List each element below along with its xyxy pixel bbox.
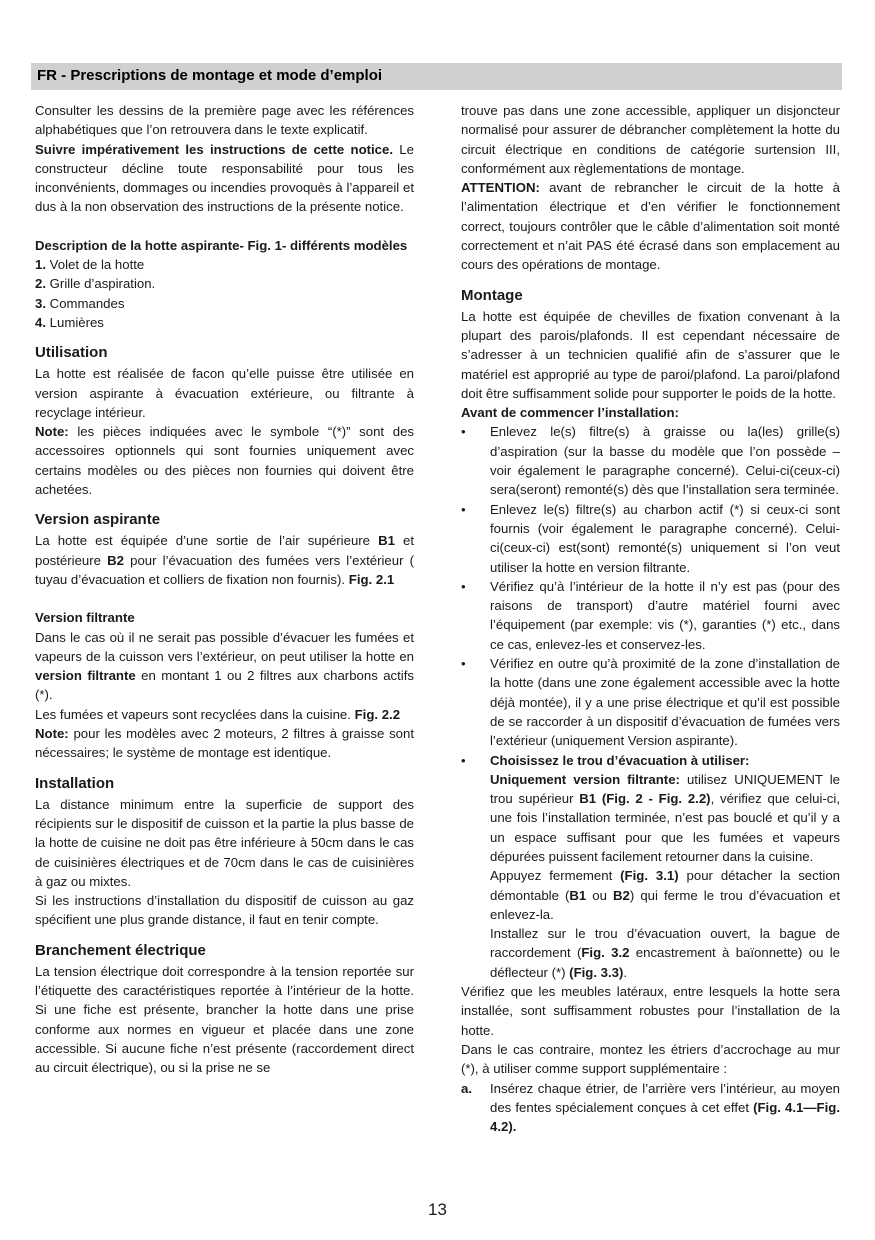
verifiez-text: Vérifiez que les meubles latéraux, entre lesquels la hotte sera installée, sont suffisamment robustes pour l’installation de la hotte. [461,984,840,1038]
appuyez-paragraph [490,866,840,924]
fig-ref: Fig. 2.2 [354,706,401,722]
list-item [461,751,840,983]
contraire-text: Dans le cas contraire, montez les étriers d’accrochage au mur (*), à utiliser comme support supplémentaire : [461,1041,840,1077]
filtrante-bold: version filtrante [35,668,136,684]
fig-ref: (Fig. 3.1) [620,868,679,884]
note-text: les pièces indiquées avec le symbole “(*)” sont des accessoires optionnels qui sont fournies uniquement avec certains modèles ou des pièces non fournies qui doivent être achetées. [35,424,414,498]
ref-b1: B1 (Fig. 2 - Fig. 2.2) [579,791,711,807]
filtrante-recycle [35,705,414,724]
utilisation-title: Utilisation [35,344,108,362]
filtrante-title: Version filtrante [35,610,135,626]
section-header [31,63,842,90]
branchement-continued: trouve pas dans une zone accessible, appliquer un disjoncteur normalisé pour assurer de débrancher complètement la hotte du circuit électrique en conditions de catégorie surtension III, conformément aux règlementations de montage. [461,103,840,176]
installez-part: encastrement à baïonnette) ou le déflecteur (*) [490,945,841,980]
item-number: 3. [35,295,46,311]
intro-bold: Suivre impérativement les instructions de cette notice. [35,141,394,157]
bullet-icon: • [461,578,466,594]
ref-b2: B2 [107,552,124,568]
uniquement-part: utilisez UNIQUEMENT le trou supérieur [490,771,840,807]
bullet-text: Enlevez le(s) filtre(s) à graisse ou la(les) grille(s) d’aspiration (sur la basse du modèle que l’on possède – voir également le paragraphe concerné). Celui-ci(ceux-ci) sera(seront) remonté(s) dès que l’installation sera terminée. [490,424,840,498]
uniquement-paragraph [490,770,840,866]
filtrante-note [35,724,414,763]
branchement-text: La tension électrique doit correspondre à la tension reportée sur l’étiquette des caractéristiques reportée à l’intérieur de la hotte. Si une fiche est présente, brancher la hotte dans une prise conforme aux normes en vigueur et placée dans une zone accessible. Si aucune fiche n’est présente (raccordement direct au circuit électrique), ou si la prise ne se [35,963,414,1076]
aspirante-text [35,531,414,589]
utilisation-text: La hotte est réalisée de facon qu’elle puisse être utilisée en version aspirante à évacuation extérieure, ou filtrante à recyclage intérieur. [35,366,414,420]
parts-list [35,255,414,332]
item-number: 1. [35,257,46,273]
list-item [461,654,840,750]
note-text: pour les modèles avec 2 moteurs, 2 filtres à graisse sont nécessaires; le système de montage est identique. [35,726,414,761]
item-number: 2. [35,276,46,292]
intro-warning [35,140,414,217]
list-item [461,1079,840,1137]
appuyez-part: Appuyez fermement [490,868,621,884]
bullet-text: Vérifiez qu’à l’intérieur de la hotte il n’y est pas (pour des raisons de transport) d’autre matériel fourni avec l’équipement (par exemple: vis (*), garanties (*) etc., dans ce cas, enlevez-les et conservez-les. [490,578,840,652]
bullet-text: Vérifiez en outre qu’à proximité de la zone d’installation de la hotte (dans une zone également accessible avec la hotte déjà montée), il y a une prise électrique et qu’il est possible de se raccorder à un dispositif d’évacuation de fumées vers l’extérieur (uniquement Version aspirante). [490,656,840,749]
fig-ref: Fig. 3.2 [581,945,630,961]
installation-text: La distance minimum entre la superficie de support des récipients sur le dispositif de cuisson et la partie la plus basse de la hotte de cuisine ne doit pas être inférieure à 50cm dans le cas de cuisinières électriques et de 70cm dans le cas de cuisinières à gaz ou mixtes. [35,796,414,889]
ref-b2: B2 [613,887,630,903]
installez-paragraph [490,924,840,982]
aspirante-part: et postérieure [35,533,414,568]
aspirante-title: Version aspirante [35,511,161,529]
attention-label: ATTENTION: [461,180,540,196]
filtrante-part: Les fumées et vapeurs sont recyclées dans la cuisine. [35,706,355,722]
filtrante-part: Dans le cas où il ne serait pas possible d’évacuer les fumées et vapeurs de la cuisson vers l’extérieur, on peut utiliser la hotte en [35,629,414,664]
note-label: Note: [35,424,69,440]
installation-title: Installation [35,774,115,792]
utilisation-note [35,422,414,499]
bullet-icon: • [461,501,466,517]
left-column [35,101,414,1077]
item-label: Volet de la hotte [46,257,145,273]
list-item [35,313,414,332]
list-item [461,422,840,499]
bullet-icon: • [461,424,466,440]
item-label: Grille d’aspiration. [46,276,156,292]
step-label: a. [461,1080,472,1096]
right-column [461,101,840,1136]
list-item [35,294,414,313]
step-text: Insérez chaque étrier, de l’arrière vers l’intérieur, au moyen des fentes spécialement conçues à cet effet [490,1080,840,1115]
list-item [461,500,840,577]
appuyez-part: ou [586,887,614,903]
attention-text: avant de rebrancher le circuit de la hotte à l’alimentation électrique et d’en vérifier le fonctionnement correct, toujours contrôler que le câble d’alimentation soit monté correctement et n’ait PAS été écrasé dans son emplacement au cours des opérations de montage. [461,180,840,273]
uniquement-part: , vérifiez que celui-ci, une fois l’installation terminée, n’est pas bouclé et qu’il y a un espace suffisant pour que les fumées et vapeurs dépurées puissent facilement retourner dans la cuisine. [490,791,840,864]
montage-title: Montage [461,286,523,304]
filtrante-text [35,628,414,705]
attention-paragraph [461,178,840,274]
filtrante-part: en montant 1 ou 2 filtres aux charbons actifs (*). [35,668,414,703]
item-label: Lumières [46,314,104,330]
choisissez-heading: Choisissez le trou d’évacuation à utiliser: [490,752,750,768]
bullet-icon: • [461,656,466,672]
uniquement-label: Uniquement version filtrante: [490,771,680,787]
list-item [461,577,840,654]
montage-text: La hotte est équipée de chevilles de fixation convenant à la plupart des parois/plafonds. Il est cependant nécessaire de s’adresser à un technicien qualifié afin de s’assurer que le matériel est approprié au type de paroi/plafond. La paroi/plafond doit être suffisamment solide pour supporter le poids de la hotte. [461,308,840,401]
bullet-icon: • [461,752,466,768]
ref-b1: B1 [569,887,587,903]
avant-heading: Avant de commencer l’installation: [461,405,679,421]
description-heading: Description de la hotte aspirante- Fig. 1- différents modèles [35,237,408,253]
ref-b1: B1 [378,533,395,549]
installez-part: Installez sur le trou d’évacuation ouvert, la bague de raccordement ( [490,926,840,961]
section-title: FR - Prescriptions de montage et mode d’emploi [37,67,383,84]
appuyez-part: ) qui ferme le trou d’évacuation et enlevez-la. [490,887,840,922]
intro-paragraph [35,101,414,140]
intro-text: Consulter les dessins de la première page avec les références alphabétiques que l’on retrouvera dans le texte explicatif. [35,103,414,138]
aspirante-part: La hotte est équipée d’une sortie de l’air supérieure [35,533,379,549]
intro-warning-text: Le constructeur décline toute responsabilité pour tous les inconvénients, dommages ou incendies provoquès à l’appareil et dus à la non observation des instructions de la présente notice. [35,141,414,215]
aspirante-part: pour l’évacuation des fumées vers l’extérieur ( tuyau d’évacuation et colliers de fixation non fournis). [35,552,415,587]
page-number: 13 [428,1200,447,1219]
item-label: Commandes [46,295,125,311]
bullet-text: Enlevez le(s) filtre(s) au charbon actif (*) si ceux-ci sont fournis (voir également le paragraphe concerné). Celui-ci(ceux-ci) est(sont) remonté(s) uniquement si l’on veut utiliser la hotte en version filtrante. [490,501,840,575]
note-label: Note: [35,726,69,742]
fig-ref: Fig. 2.1 [348,571,395,587]
fig-ref: (Fig. 4.1—Fig. 4.2). [490,1099,840,1135]
installez-part: . [623,964,628,980]
branchement-title: Branchement électrique [35,941,206,959]
item-number: 4. [35,314,46,330]
appuyez-part: pour détacher la section démontable ( [490,868,840,903]
installation-text-2: Si les instructions d’installation du dispositif de cuisson au gaz spécifient une plus grande distance, il faut en tenir compte. [35,893,414,928]
fig-ref: (Fig. 3.3) [569,964,624,980]
list-item [35,274,414,293]
list-item [35,255,414,274]
